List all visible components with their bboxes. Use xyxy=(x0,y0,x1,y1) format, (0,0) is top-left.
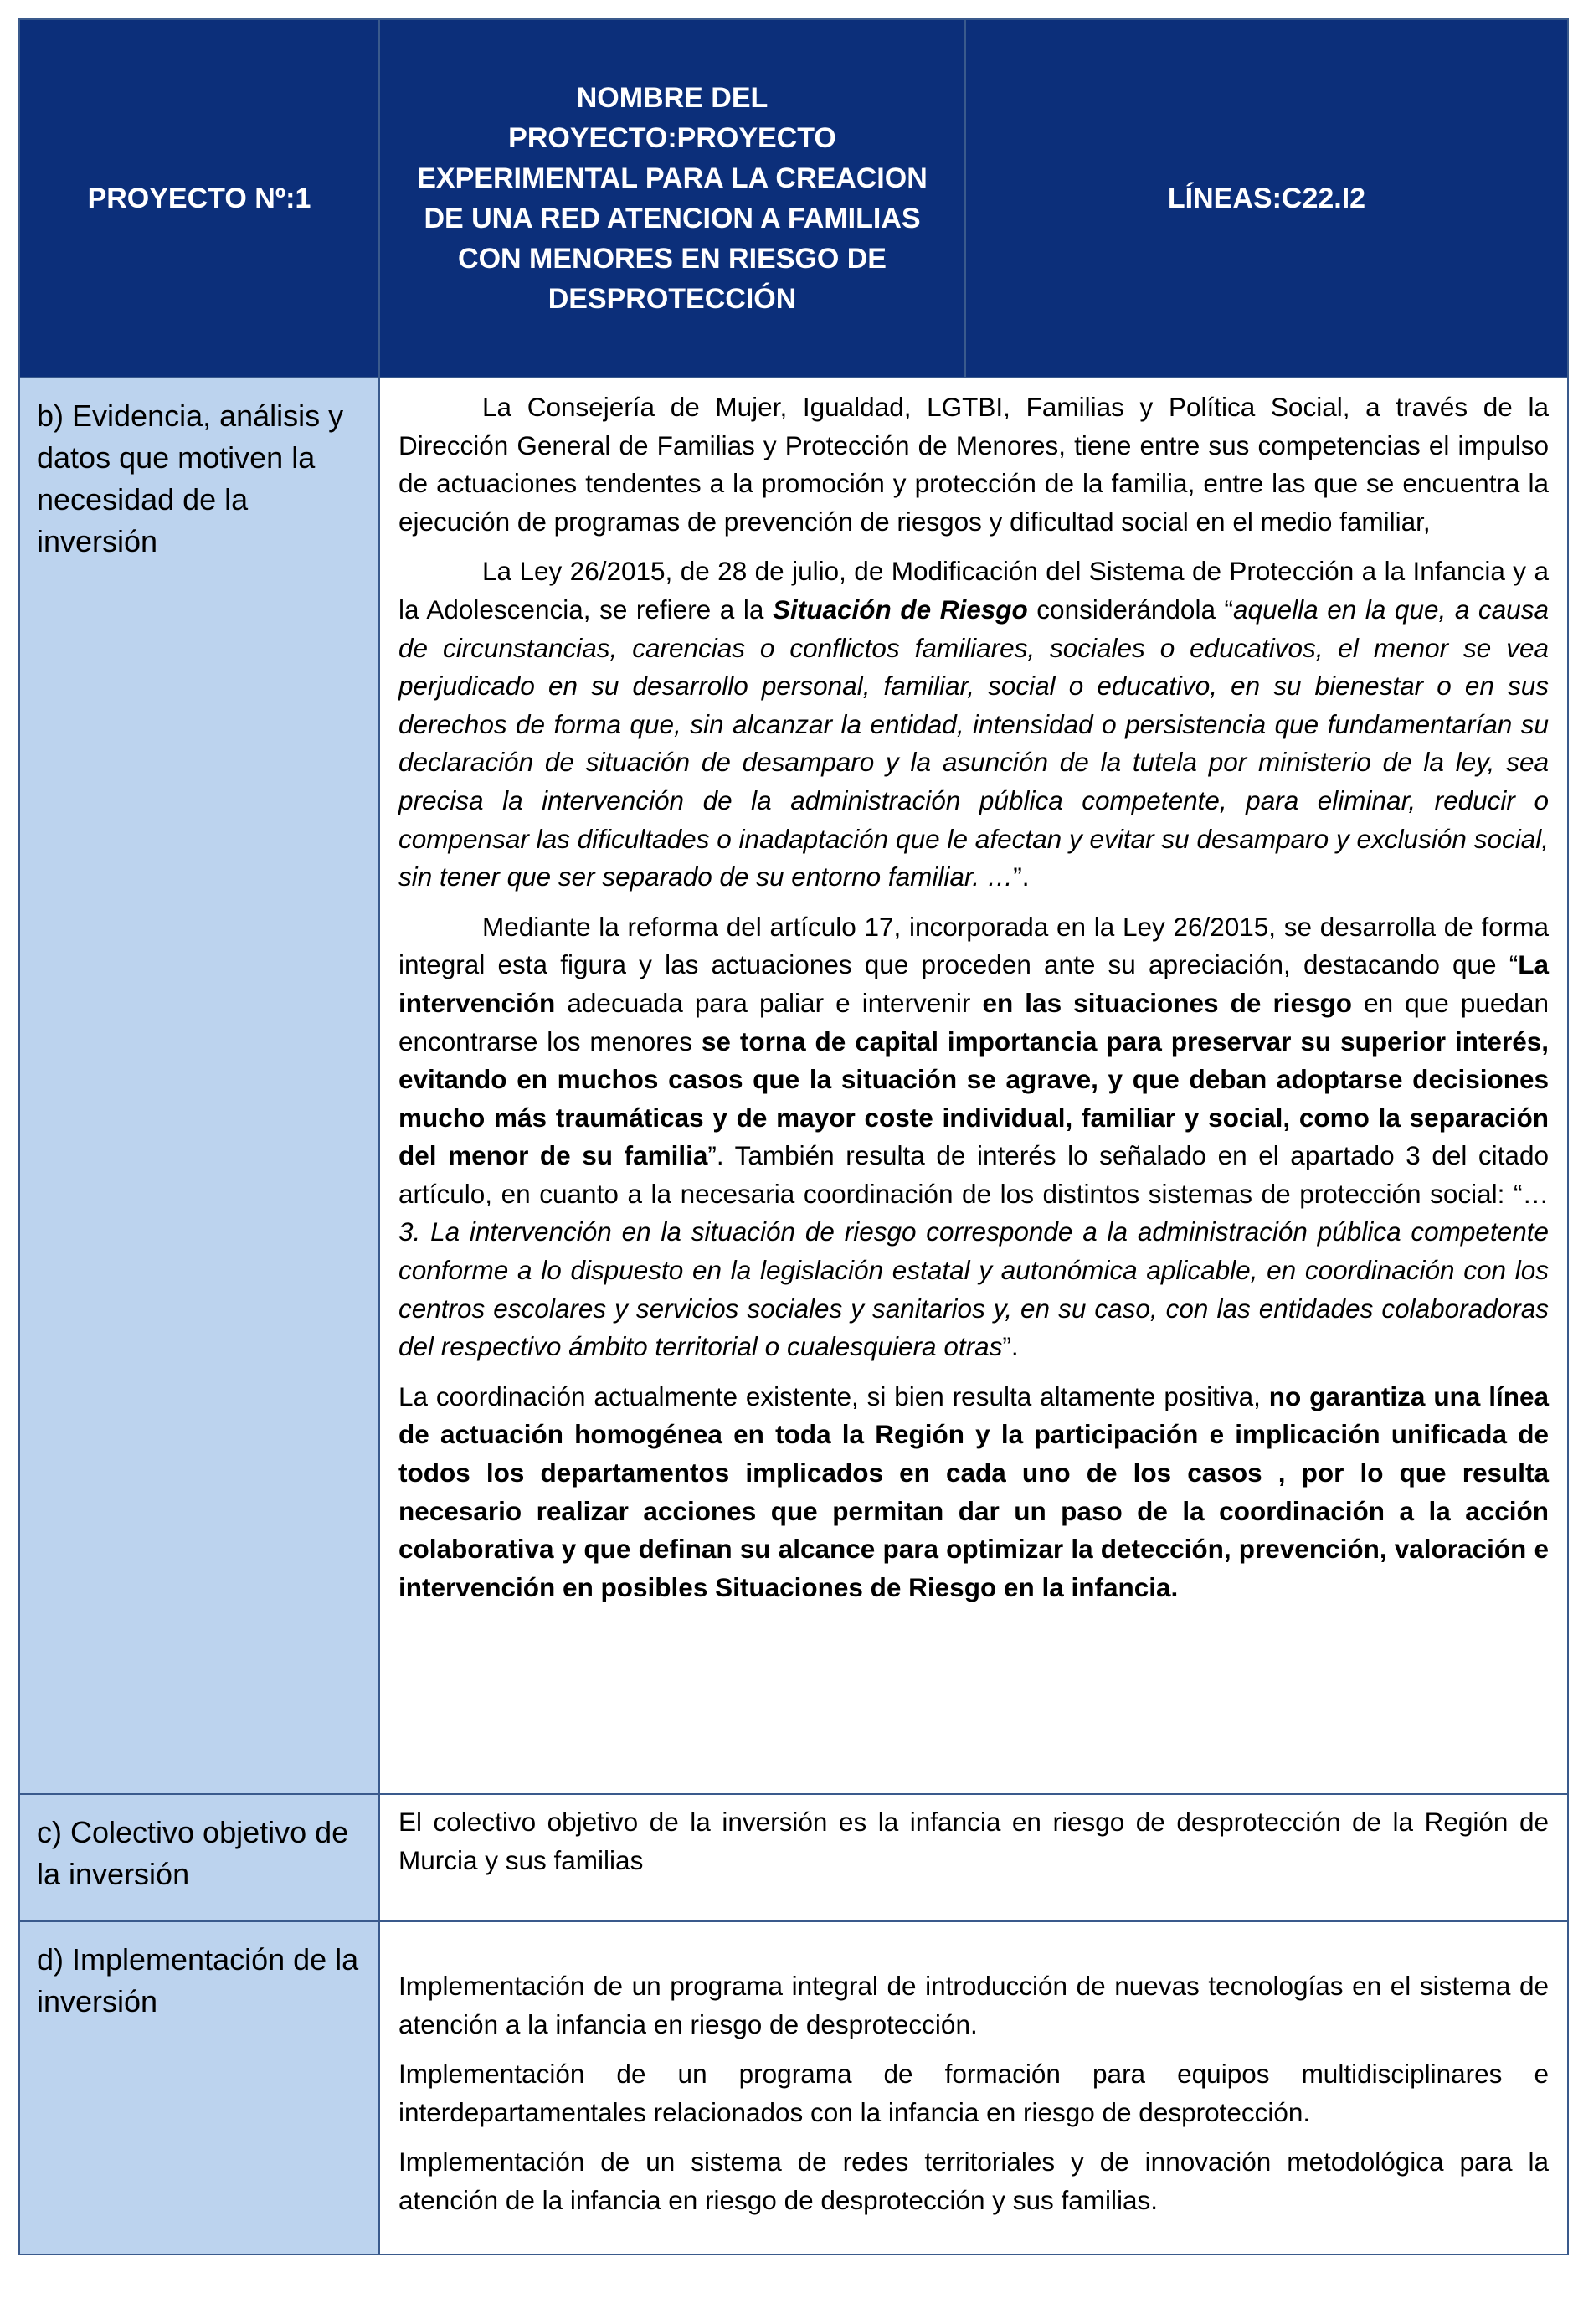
section-d-content xyxy=(379,1921,1568,2255)
section-b-label: b) Evidencia, análisis y datos que motiven la necesidad de la inversión xyxy=(37,398,344,558)
project-name: NOMBRE DEL PROYECTO:PROYECTO EXPERIMENTAL PARA LA CREACION DE UNA RED ATENCION A FAMILIAS CON MENORES EN RIESGO DE DESPROTECCIÓN xyxy=(417,82,928,315)
text-span: adecuada para paliar e intervenir xyxy=(555,987,983,1018)
text-span: ”. xyxy=(1002,1331,1019,1362)
section-d-item: Implementación de un sistema de redes territoriales y de innovación metodológica para la atención de la infancia en riesgo de desprotección y sus familias. xyxy=(398,2147,1549,2215)
text-span: La Ley 26/2015, de 28 de julio, de Modificación del Sistema de Protección a la Infancia y a la Adolescencia, se refiere a la xyxy=(398,556,1549,625)
document-page xyxy=(18,18,1567,2255)
section-c-label: c) Colectivo objetivo de la inversión xyxy=(37,1815,349,1891)
header-project-name-cell xyxy=(379,19,965,378)
section-b-label-cell xyxy=(19,378,379,1794)
section-b-content xyxy=(379,378,1568,1794)
law-quote: aquella en la que, a causa de circunstancias, carencias o conflictos familiares, sociales o educativos, el menor se vea perjudicado en su desarrollo personal, familiar, social o educativo, en su bienestar o en sus derechos de forma que, sin alcanzar la entidad, intensidad o persistencia que fundamentarían su declaración de situación de desamparo y la asunción de la tutela por ministerio de la ley, sea precisa la intervención de la administración pública competente, para eliminar, reducir o compensar las dificultades o inadaptación que le afectan y evitar su desamparo y exclusión social, sin tener que ser separado de su entorno familiar. … xyxy=(398,594,1549,892)
risk-situation-term: Situación de Riesgo xyxy=(773,594,1028,625)
section-c-label-cell xyxy=(19,1794,379,1921)
bold-span: en las situaciones de riesgo xyxy=(982,987,1352,1018)
article-quote: 3. La intervención en la situación de riesgo corresponde a la administración pública competente conforme a lo dispuesto en la legislación estatal y autonómica aplicable, en coordinación con los centros escolares y servicios sociales y sanitarios y, en su caso, con las entidades colaboradoras del respectivo ámbito territorial o cualesquiera otras xyxy=(398,1216,1549,1362)
text-span: considerándola “ xyxy=(1027,594,1234,625)
section-b-paragraph-4 xyxy=(398,1378,1549,1607)
project-table xyxy=(18,18,1569,2255)
section-d-row xyxy=(19,1921,1568,2255)
text-span: ”. xyxy=(1013,861,1030,892)
section-d-label-cell xyxy=(19,1921,379,2255)
section-b-paragraph-1: La Consejería de Mujer, Igualdad, LGTBI, Familias y Política Social, a través de la Dirección General de Familias y Protección de Menores, tiene entre sus competencias el impulso de actuaciones tendentes a la promoción y protección de la familia, entre las que se encuentra la ejecución de programas de prevención de riesgos y dificultad social en el medio familiar, xyxy=(398,392,1549,537)
section-d-label: d) Implementación de la inversión xyxy=(37,1942,359,2018)
header-row xyxy=(19,19,1568,378)
section-d-item: Implementación de un programa de formación para equipos multidisciplinares e interdepartamentales relacionados con la infancia en riesgo de desprotección. xyxy=(398,2059,1549,2127)
text-span: La coordinación actualmente existente, si bien resulta altamente positiva, xyxy=(398,1381,1269,1411)
section-c-row xyxy=(19,1794,1568,1921)
section-b-row xyxy=(19,378,1568,1794)
project-number: PROYECTO Nº:1 xyxy=(87,183,311,214)
bold-span: no garantiza una línea de actuación homogénea en toda la Región y la participación e implicación unificada de todos los departamentos implicados en cada uno de los casos , por lo que resulta necesario realizar acciones que permitan dar un paso de la coordinación a la acción colaborativa y que definan su alcance para optimizar la detección, prevención, valoración e intervención en posibles Situaciones de Riesgo en la infancia. xyxy=(398,1381,1549,1602)
section-d-item: Implementación de un programa integral de introducción de nuevas tecnologías en el sistema de atención a la infancia en riesgo de desprotección. xyxy=(398,1971,1549,2039)
section-b-paragraph-3 xyxy=(398,908,1549,1366)
text-span: en que puedan encontrarse los menores xyxy=(398,987,1549,1057)
bold-span: La intervención xyxy=(398,949,1549,1018)
section-c-content xyxy=(379,1794,1568,1921)
text-span: ”. También resulta de interés lo señalado en el apartado 3 del citado artículo, en cuanto a la necesaria coordinación de los distintos sistemas de protección social: “… xyxy=(398,1140,1549,1209)
text-span: Mediante la reforma del artículo 17, incorporada en la Ley 26/2015, se desarrolla de forma integral esta figura y las actuaciones que proceden ante su apreciación, destacando que “ xyxy=(398,911,1549,980)
project-lines: LÍNEAS:C22.I2 xyxy=(1167,183,1366,214)
section-c-text: El colectivo objetivo de la inversión es la infancia en riesgo de desprotección de la Región de Murcia y sus familias xyxy=(398,1807,1549,1875)
section-b-paragraph-2 xyxy=(398,553,1549,896)
bold-span: se torna de capital importancia para preservar su superior interés, evitando en muchos casos que la situación se agrave, y que deban adoptarse decisiones mucho más traumáticas y de mayor coste individual, familiar y social, como la separación del menor de su familia xyxy=(398,1026,1549,1171)
header-project-number-cell xyxy=(19,19,379,378)
header-lines-cell xyxy=(965,19,1568,378)
